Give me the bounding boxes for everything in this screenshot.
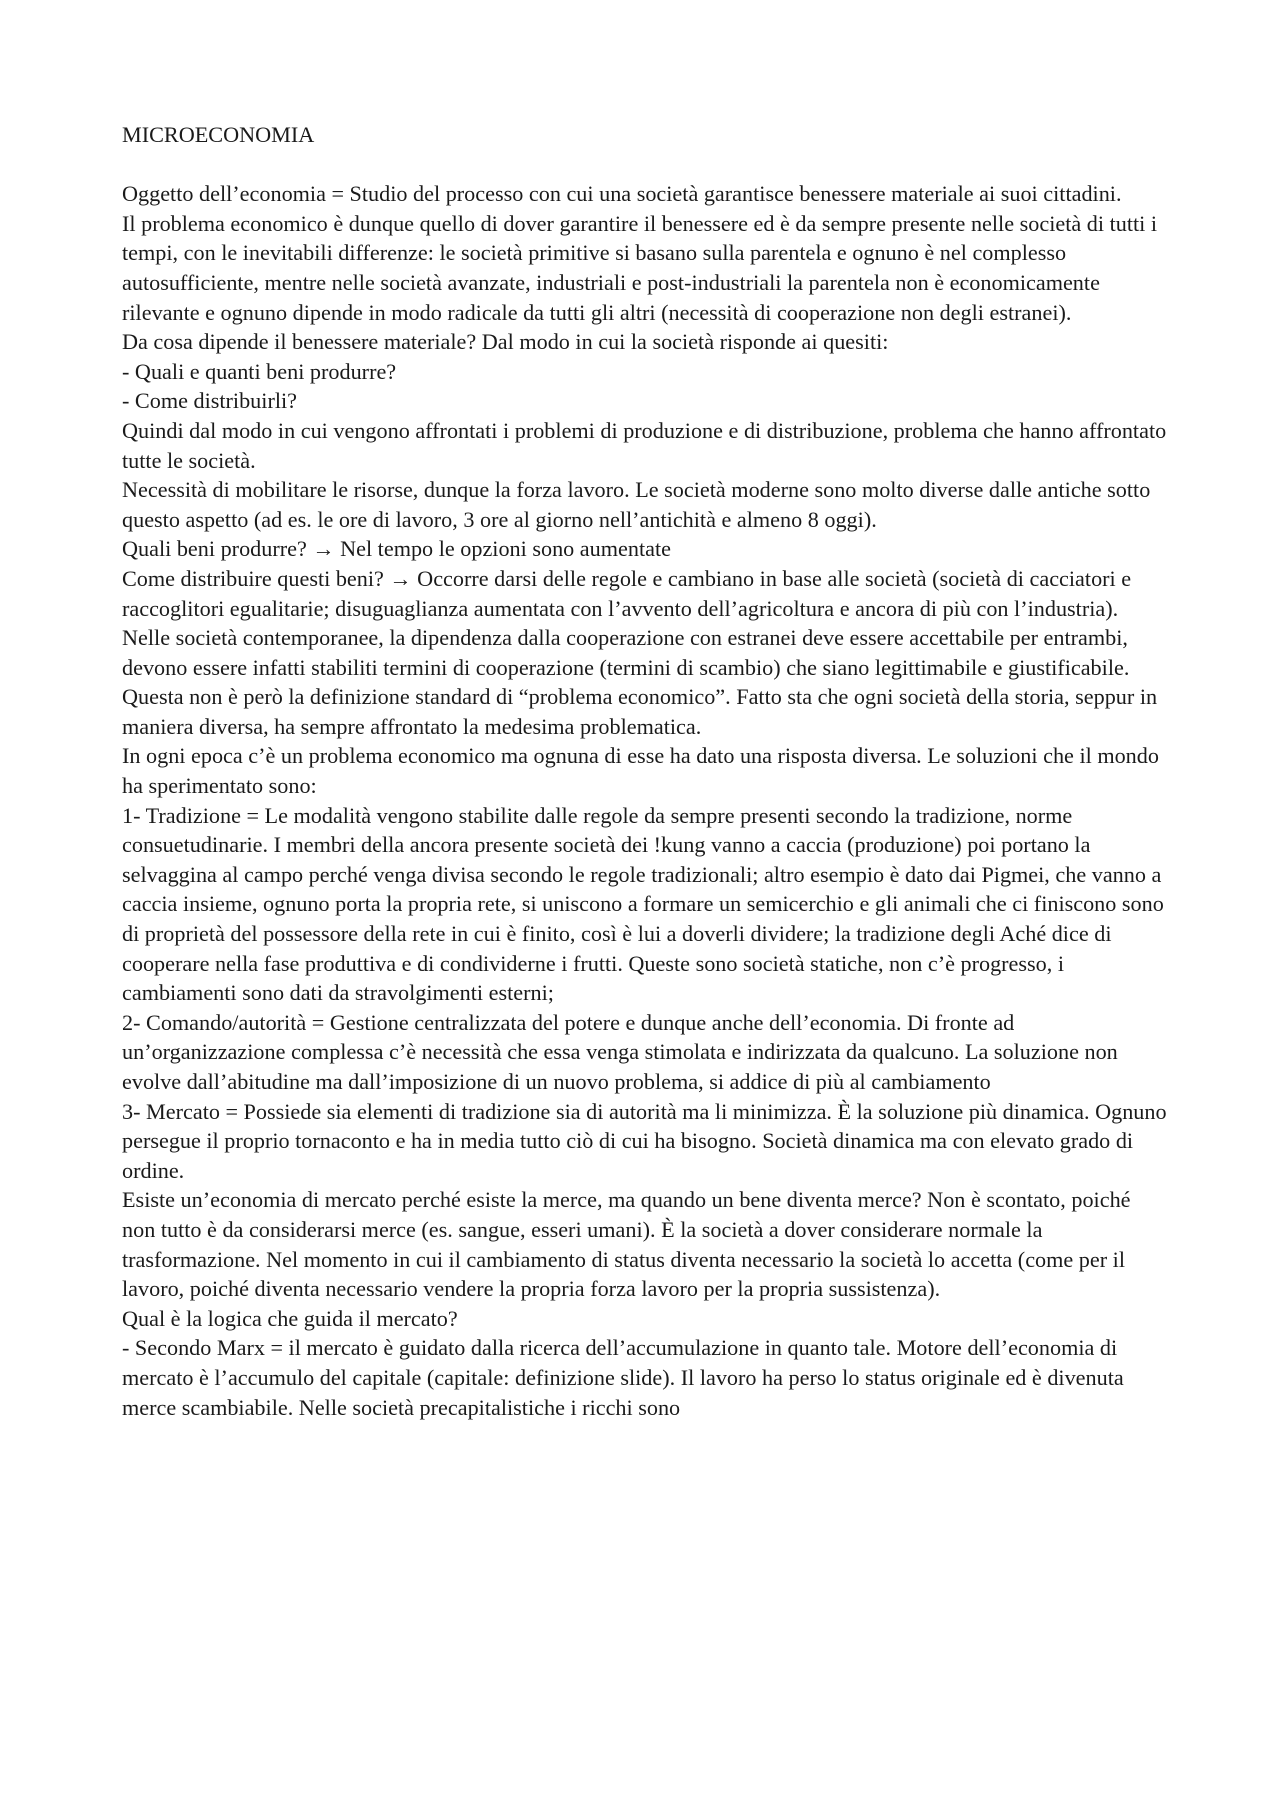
list-item: - Quali e quanti beni produrre? xyxy=(122,358,397,384)
paragraph: Oggetto dell’economia = Studio del processo con cui una società garantisce benessere materiale ai suoi cittadini. xyxy=(122,181,1122,207)
document-title: MICROECONOMIA xyxy=(122,122,315,147)
paragraph: Esiste un’economia di mercato perché esiste la merce, ma quando un bene diventa merce? Non è scontato, poiché non tutto è da considerarsi merce (es. sangue, esseri umani). È la società a dover considerare normale la trasformazione. Nel momento in cui il cambiamento di status diventa necessario la società lo accetta (come per il lavoro, poiché diventa necessario vendere la propria forza lavoro per la propria sussistenza). xyxy=(122,1187,1131,1302)
paragraph: Quali beni produrre? → Nel tempo le opzioni sono aumentate xyxy=(122,536,671,562)
list-item: 3- Mercato = Possiede sia elementi di tradizione sia di autorità ma li minimizza. È la soluzione più dinamica. Ognuno persegue il proprio tornaconto e ha in media tutto ciò di cui ha bisogno. Società dinamica ma con elevato grado di ordine. xyxy=(122,1098,1167,1183)
paragraph: Qual è la logica che guida il mercato? xyxy=(122,1305,458,1331)
paragraph: Da cosa dipende il benessere materiale? Dal modo in cui la società risponde ai quesiti: xyxy=(122,329,889,355)
paragraph: Il problema economico è dunque quello di dover garantire il benessere ed è da sempre presente nelle società di tutti i tempi, con le inevitabili differenze: le società primitive si basano sulla parentela e ognuno è nel complesso autosufficiente, mentre nelle società avanzate, industriali e post-industriali la parentela non è economicamente rilevante e ognuno dipende in modo radicale da tutti gli altri (necessità di cooperazione non degli estranei). xyxy=(122,210,1158,325)
paragraph: Necessità di mobilitare le risorse, dunque la forza lavoro. Le società moderne sono molto diverse dalle antiche sotto questo aspetto (ad es. le ore di lavoro, 3 ore al giorno nell’antichità e almeno 8 oggi). xyxy=(122,477,1151,532)
paragraph: In ogni epoca c’è un problema economico ma ognuna di esse ha dato una risposta diversa. Le soluzioni che il mondo ha sperimentato sono: xyxy=(122,743,1159,799)
list-item: - Come distribuirli? xyxy=(122,388,298,414)
paragraph: Quindi dal modo in cui vengono affrontati i problemi di produzione e di distribuzione, problema che hanno affrontato tutte le società. xyxy=(122,417,1167,473)
list-item: 1- Tradizione = Le modalità vengono stabilite dalle regole da sempre presenti secondo la tradizione, norme consuetudinarie. I membri della ancora presente società dei !kung vanno a caccia (produzione) poi portano la selvaggina al campo perché venga divisa secondo le regole tradizionali; altro esempio è dato dai Pigmei, che vanno a caccia insieme, ognuno porta la propria rete, si uniscono a formare un semicerchio e gli animali che ci finiscono sono di proprietà del possessore della rete in cui è finito, così è lui a doverli dividere; la tradizione degli Aché dice di cooperare nella fase produttiva e di condividerne i frutti. Queste sono società statiche, non c’è progresso, i cambiamenti sono dati da stravolgimenti esterni; xyxy=(122,802,1164,1006)
document-body xyxy=(122,120,1168,1422)
list-item: 2- Comando/autorità = Gestione centralizzata del potere e dunque anche dell’economia. Di fronte ad un’organizzazione complessa c’è necessità che essa venga stimolata e indirizzata da qualcuno. La soluzione non evolve dall’abitudine ma dall’imposizione di un nuovo problema, si addice di più al cambiamento xyxy=(122,1009,1118,1094)
list-item: - Secondo Marx = il mercato è guidato dalla ricerca dell’accumulazione in quanto tale. Motore dell’economia di mercato è l’accumulo del capitale (capitale: definizione slide). Il lavoro ha perso lo status originale ed è divenuta merce scambiabile. Nelle società precapitalistiche i ricchi sono xyxy=(122,1335,1124,1420)
paragraph: Questa non è però la definizione standard di “problema economico”. Fatto sta che ogni società della storia, seppur in maniera diversa, ha sempre affrontato la medesima problematica. xyxy=(122,684,1158,739)
paragraph: Come distribuire questi beni? → Occorre darsi delle regole e cambiano in base alle società (società di cacciatori e raccoglitori egualitarie; disuguaglianza aumentata con l’avvento dell’agricoltura e ancora di più con l’industria). Nelle società contemporanee, la dipendenza dalla cooperazione con estranei deve essere accettabile per entrambi, devono essere infatti stabiliti termini di cooperazione (termini di scambio) che siano legittimabile e giustificabile. xyxy=(122,565,1132,680)
